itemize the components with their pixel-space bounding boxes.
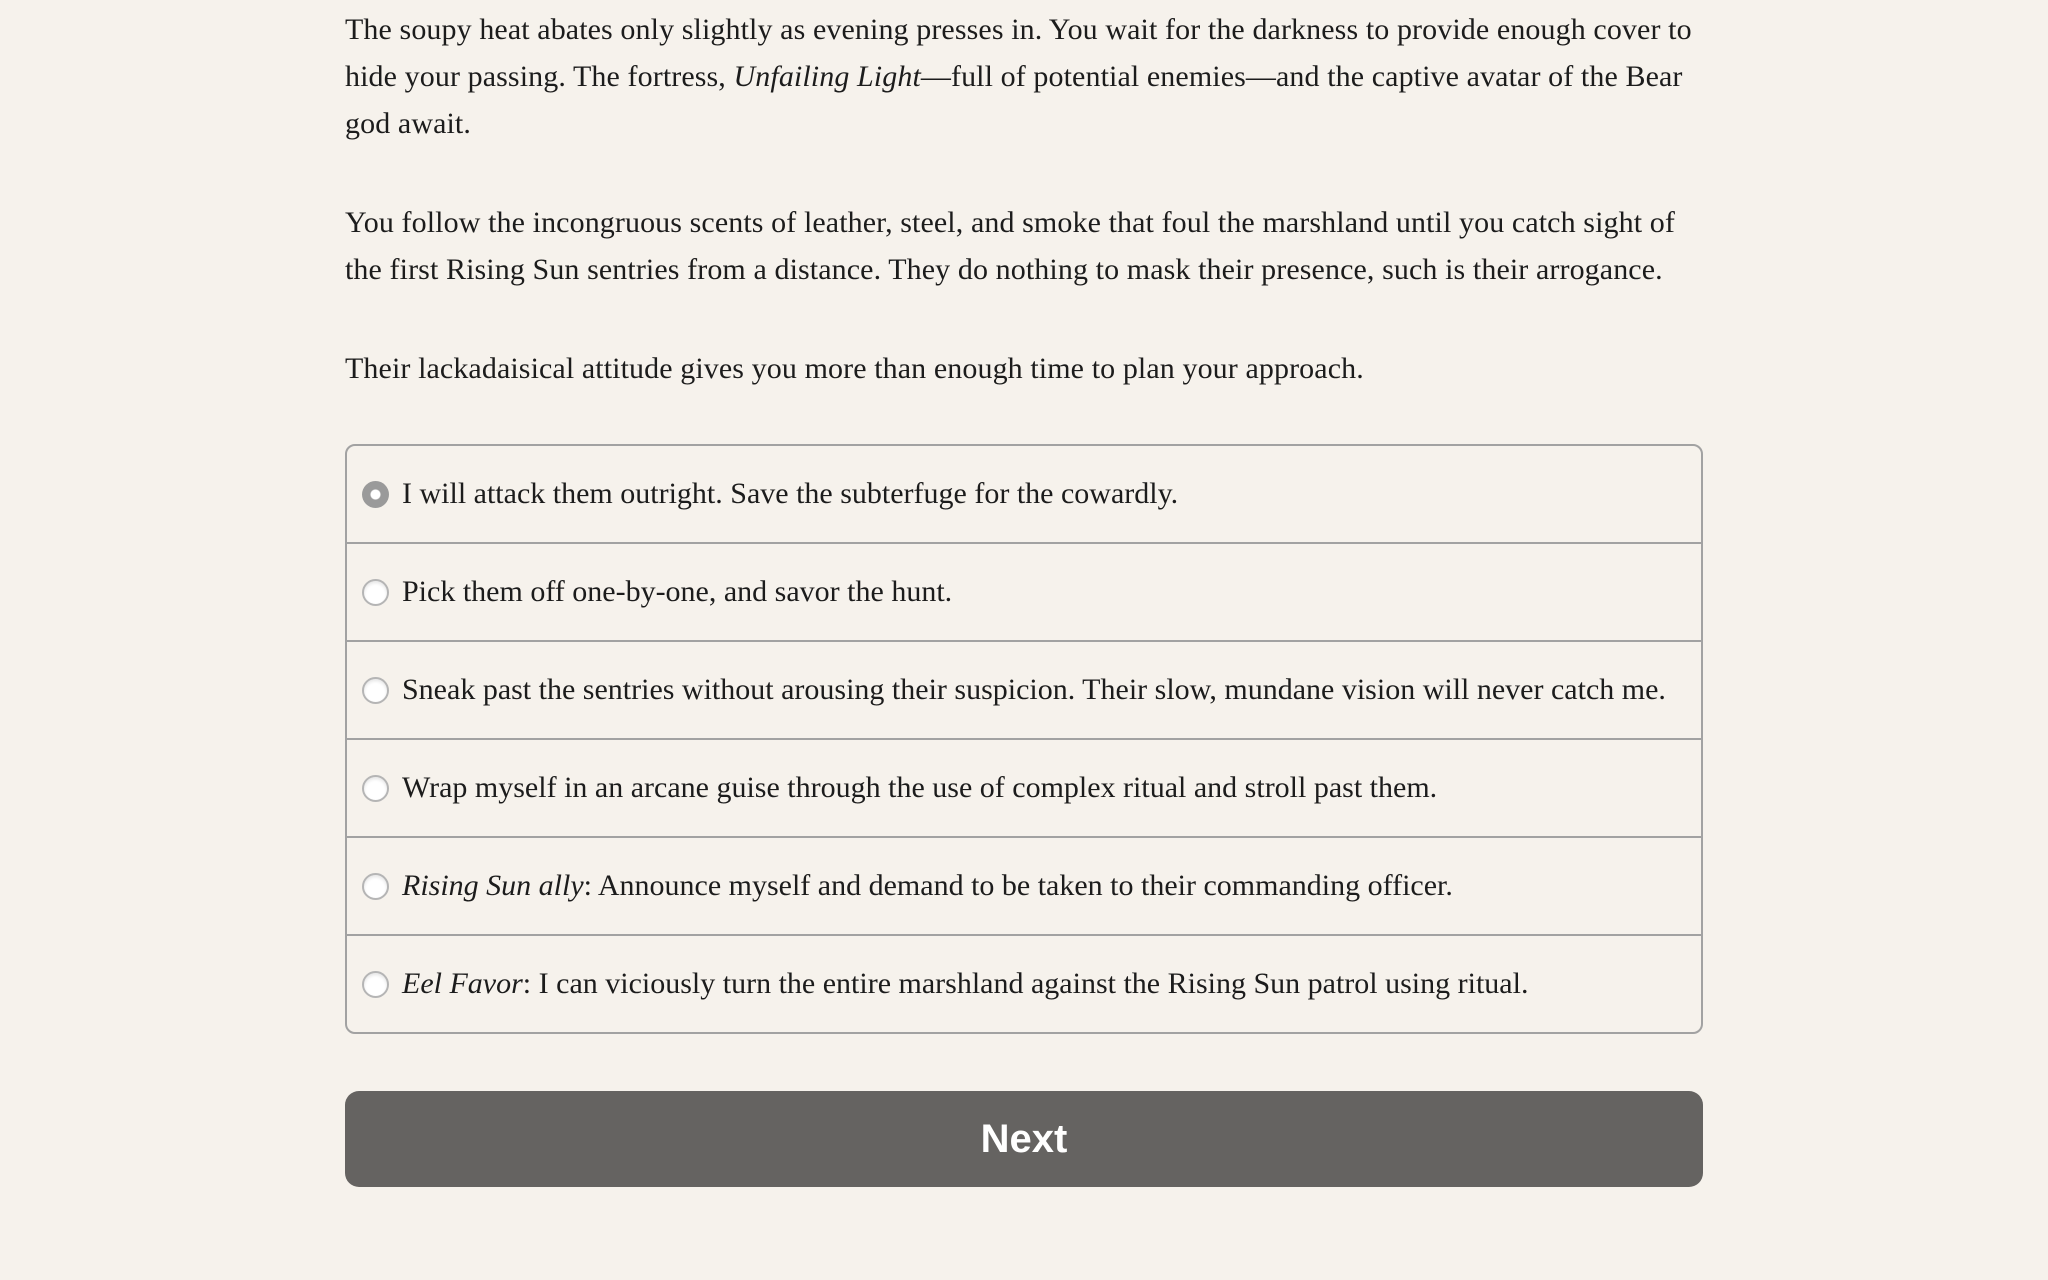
story-paragraph: The soupy heat abates only slightly as evening presses in. You wait for the darkness to provide enough cover to hide your passing. The fortress, Unfailing Light—full of potential enemies—and the captive avatar of the Bear god await. — [345, 13, 1692, 140]
choice-option[interactable] — [347, 738, 1701, 836]
radio-button-icon[interactable] — [362, 481, 389, 508]
radio-button-icon[interactable] — [362, 677, 389, 704]
radio-button-icon[interactable] — [362, 775, 389, 802]
choice-option[interactable] — [347, 836, 1701, 934]
next-button[interactable]: Next — [345, 1091, 1703, 1187]
choice-label: I will attack them outright. Save the subterfuge for the cowardly. — [402, 477, 1179, 510]
choice-option[interactable] — [347, 640, 1701, 738]
story-page — [345, 0, 1703, 1187]
story-paragraph: Their lackadaisical attitude gives you more than enough time to plan your approach. — [345, 352, 1364, 385]
choice-label: Sneak past the sentries without arousing their suspicion. Their slow, mundane vision will never catch me. — [402, 673, 1666, 706]
choice-label: Pick them off one-by-one, and savor the hunt. — [402, 575, 953, 608]
choice-label: Wrap myself in an arcane guise through the use of complex ritual and stroll past them. — [402, 771, 1438, 804]
choice-label: Eel Favor: I can viciously turn the entire marshland against the Rising Sun patrol using ritual. — [402, 967, 1529, 1000]
radio-button-icon[interactable] — [362, 971, 389, 998]
choice-option[interactable] — [347, 934, 1701, 1032]
choice-option[interactable] — [347, 542, 1701, 640]
choice-label: Rising Sun ally: Announce myself and demand to be taken to their commanding officer. — [402, 869, 1453, 902]
story-text — [345, 6, 1703, 392]
radio-button-icon[interactable] — [362, 873, 389, 900]
choice-option[interactable] — [347, 446, 1701, 542]
choice-list — [345, 444, 1703, 1034]
story-paragraph: You follow the incongruous scents of leather, steel, and smoke that foul the marshland until you catch sight of the first Rising Sun sentries from a distance. They do nothing to mask their presence, such is their arrogance. — [345, 206, 1675, 286]
radio-button-icon[interactable] — [362, 579, 389, 606]
